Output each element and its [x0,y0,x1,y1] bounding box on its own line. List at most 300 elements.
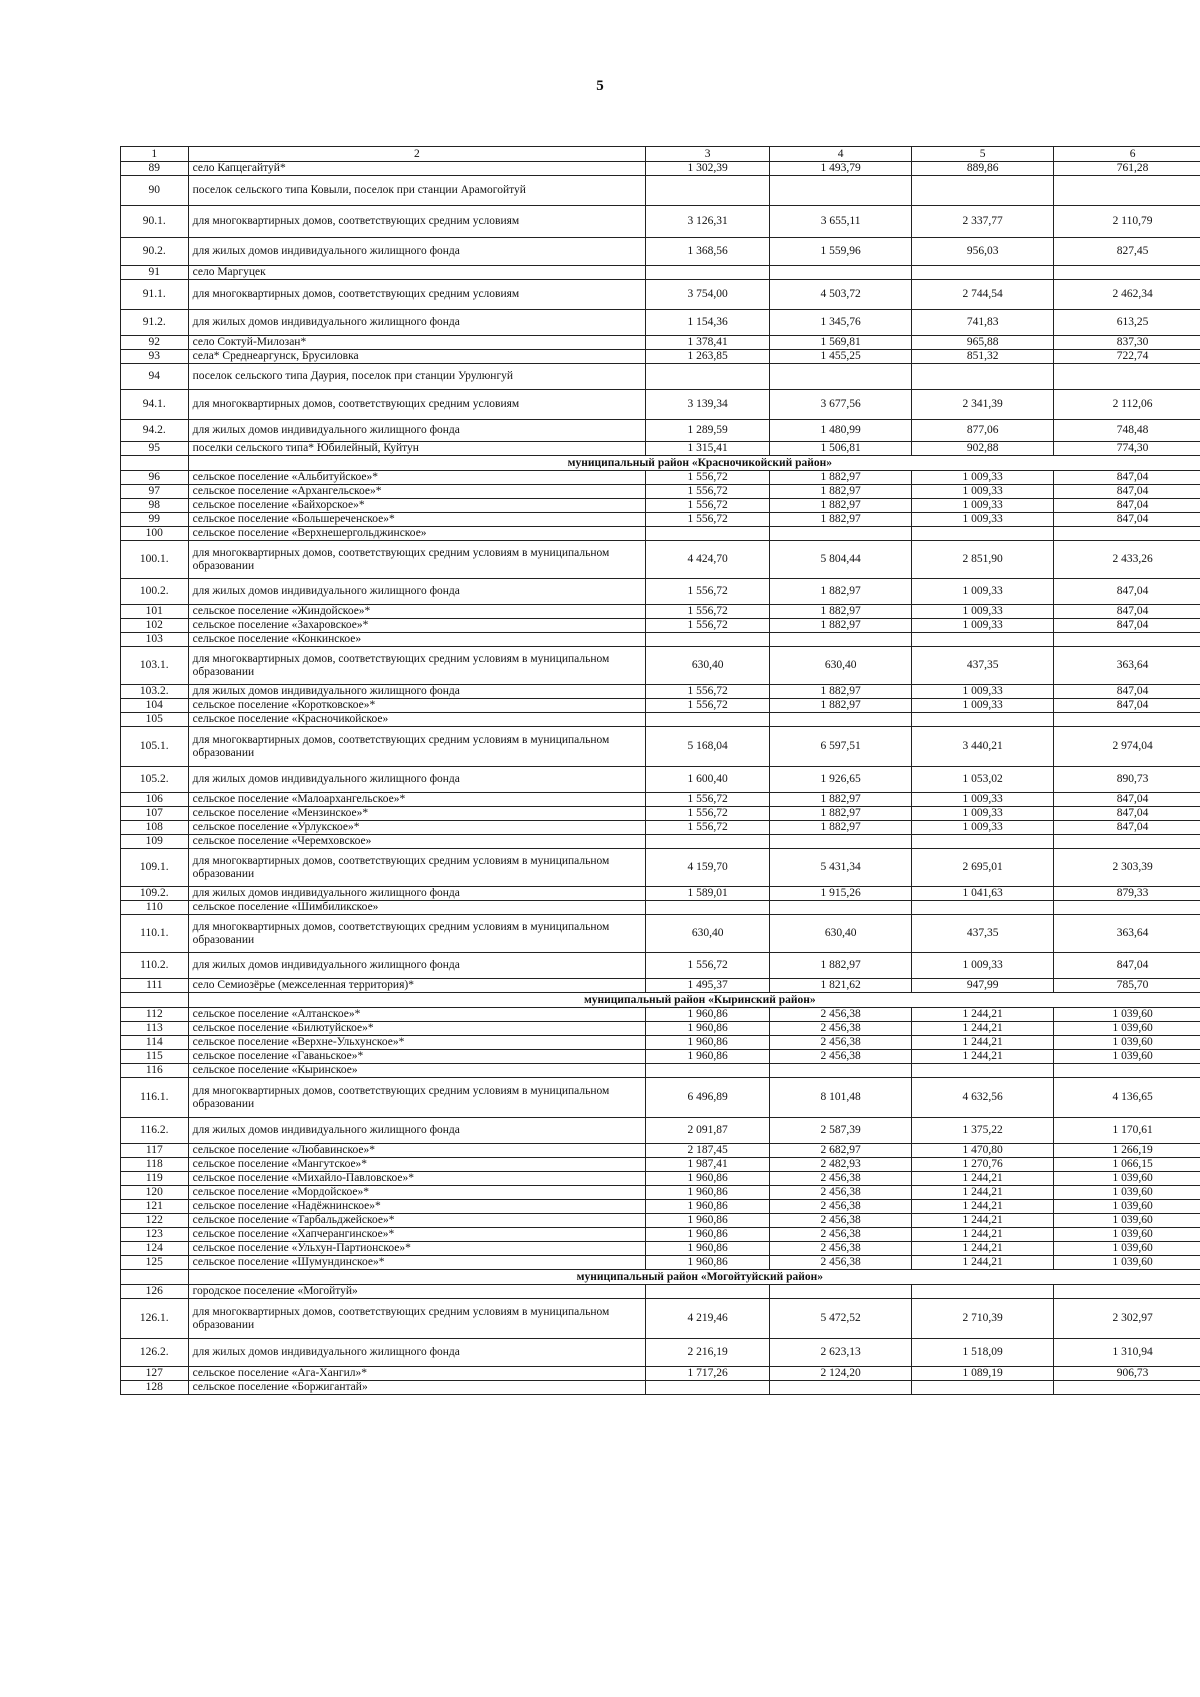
value-col-4: 2 456,38 [770,1186,912,1200]
value-col-5: 1 009,33 [912,499,1054,513]
value-col-4: 1 821,62 [770,979,912,993]
value-col-4 [770,1381,912,1395]
table-row [121,915,1200,953]
value-col-5: 437,35 [912,647,1054,685]
table-row [121,364,1200,390]
row-number: 122 [121,1214,189,1228]
row-number: 120 [121,1186,189,1200]
value-col-5 [912,835,1054,849]
table-row [121,266,1200,280]
value-col-4: 1 345,76 [770,310,912,336]
value-col-3 [646,1064,770,1078]
value-col-6: 1 066,15 [1054,1158,1200,1172]
table-row [121,1214,1200,1228]
value-col-4: 2 456,38 [770,1242,912,1256]
value-col-3: 2 091,87 [646,1118,770,1144]
value-col-4: 2 456,38 [770,1008,912,1022]
table-row [121,485,1200,499]
table-row [121,605,1200,619]
value-col-5: 1 244,21 [912,1172,1054,1186]
value-col-6: 1 039,60 [1054,1186,1200,1200]
value-col-3: 1 960,86 [646,1228,770,1242]
value-col-6: 1 039,60 [1054,1172,1200,1186]
row-name: сельское поселение «Урлукское»* [188,821,646,835]
value-col-4 [770,901,912,915]
value-col-4: 2 456,38 [770,1050,912,1064]
row-name: для жилых домов индивидуального жилищного фонда [188,685,646,699]
row-name: для жилых домов индивидуального жилищного фонда [188,238,646,266]
row-name: село Соктуй-Милозан* [188,336,646,350]
value-col-3: 1 368,56 [646,238,770,266]
value-col-5: 2 695,01 [912,849,1054,887]
row-name: поселки сельского типа* Юбилейный, Куйтун [188,442,646,456]
row-number: 91.2. [121,310,189,336]
row-number: 90 [121,176,189,206]
value-col-5: 437,35 [912,915,1054,953]
table-row [121,979,1200,993]
row-number: 114 [121,1036,189,1050]
table-row [121,1008,1200,1022]
tariff-table [120,146,1200,1395]
value-col-5 [912,176,1054,206]
row-name: для многоквартирных домов, соответствующих средним условиям в муниципальном образовании [188,541,646,579]
row-name: для многоквартирных домов, соответствующих средним условиям в муниципальном образовании [188,1078,646,1118]
value-col-4: 1 882,97 [770,699,912,713]
value-col-4 [770,364,912,390]
row-number: 109.1. [121,849,189,887]
row-number: 119 [121,1172,189,1186]
row-name: для многоквартирных домов, соответствующих средним условиям в муниципальном образовании [188,1299,646,1339]
value-col-5: 956,03 [912,238,1054,266]
value-col-6: 1 310,94 [1054,1339,1200,1367]
value-col-3: 1 556,72 [646,807,770,821]
row-name: сельское поселение «Ульхун-Партионское»* [188,1242,646,1256]
table-row [121,713,1200,727]
value-col-5: 741,83 [912,310,1054,336]
header-col-6: 6 [1054,147,1200,162]
value-col-6: 722,74 [1054,350,1200,364]
value-col-4 [770,176,912,206]
value-col-5 [912,1285,1054,1299]
value-col-6: 1 039,60 [1054,1228,1200,1242]
row-name: сельское поселение «Билютуйское»* [188,1022,646,1036]
value-col-3 [646,266,770,280]
table-row [121,1228,1200,1242]
value-col-4: 2 456,38 [770,1228,912,1242]
value-col-6: 2 112,06 [1054,390,1200,420]
row-number: 118 [121,1158,189,1172]
value-col-5: 1 518,09 [912,1339,1054,1367]
value-col-3 [646,1381,770,1395]
table-row [121,699,1200,713]
value-col-6 [1054,527,1200,541]
row-name: поселок сельского типа Даурия, поселок при станции Урулюнгуй [188,364,646,390]
value-col-4: 2 456,38 [770,1172,912,1186]
table-row [121,527,1200,541]
value-col-5: 1 009,33 [912,821,1054,835]
section-title: муниципальный район «Красночикойский район» [188,456,1200,471]
section-title: муниципальный район «Кыринский район» [188,993,1200,1008]
row-number: 117 [121,1144,189,1158]
table-body [121,162,1200,1395]
value-col-5: 947,99 [912,979,1054,993]
value-col-4 [770,1064,912,1078]
table-row [121,1367,1200,1381]
table-row [121,1339,1200,1367]
row-name: сельское поселение «Гаваньское»* [188,1050,646,1064]
value-col-3: 1 495,37 [646,979,770,993]
value-col-5 [912,527,1054,541]
value-col-6: 1 039,60 [1054,1214,1200,1228]
row-number: 109 [121,835,189,849]
table-row [121,1144,1200,1158]
row-number: 115 [121,1050,189,1064]
value-col-4: 1 882,97 [770,793,912,807]
row-number: 100.2. [121,579,189,605]
value-col-4 [770,266,912,280]
row-name: сельское поселение «Байхорское»* [188,499,646,513]
value-col-6: 748,48 [1054,420,1200,442]
value-col-3: 1 556,72 [646,793,770,807]
row-number: 99 [121,513,189,527]
table-row [121,619,1200,633]
value-col-3: 4 219,46 [646,1299,770,1339]
value-col-5 [912,1064,1054,1078]
row-number: 90.2. [121,238,189,266]
value-col-6: 363,64 [1054,647,1200,685]
row-number: 101 [121,605,189,619]
value-col-4: 3 655,11 [770,206,912,238]
row-name: сельское поселение «Малоархангельское»* [188,793,646,807]
value-col-4: 630,40 [770,647,912,685]
value-col-3: 2 216,19 [646,1339,770,1367]
row-number: 116 [121,1064,189,1078]
value-col-4: 1 915,26 [770,887,912,901]
row-name: сельское поселение «Ага-Хангил»* [188,1367,646,1381]
row-number: 128 [121,1381,189,1395]
row-name: для многоквартирных домов, соответствующих средним условиям [188,390,646,420]
value-col-6: 827,45 [1054,238,1200,266]
table-row [121,887,1200,901]
table-row [121,1036,1200,1050]
value-col-5 [912,713,1054,727]
row-name: сельское поселение «Мензинское»* [188,807,646,821]
value-col-3: 630,40 [646,915,770,953]
value-col-6: 613,25 [1054,310,1200,336]
value-col-3 [646,901,770,915]
value-col-3: 2 187,45 [646,1144,770,1158]
value-col-3: 3 754,00 [646,280,770,310]
table-row [121,1064,1200,1078]
row-number: 100.1. [121,541,189,579]
row-number: 123 [121,1228,189,1242]
value-col-6: 847,04 [1054,605,1200,619]
value-col-6 [1054,633,1200,647]
row-number: 108 [121,821,189,835]
table-row [121,1299,1200,1339]
value-col-4: 2 456,38 [770,1256,912,1270]
row-number: 104 [121,699,189,713]
row-name: сельское поселение «Альбитуйское»* [188,471,646,485]
row-name: для многоквартирных домов, соответствующих средним условиям [188,280,646,310]
value-col-3 [646,176,770,206]
row-number: 98 [121,499,189,513]
table-row [121,835,1200,849]
value-col-6: 837,30 [1054,336,1200,350]
row-name: сельское поселение «Хапчерангинское»* [188,1228,646,1242]
value-col-3: 1 960,86 [646,1022,770,1036]
value-col-4: 8 101,48 [770,1078,912,1118]
value-col-4 [770,713,912,727]
value-col-6: 2 462,34 [1054,280,1200,310]
value-col-5 [912,633,1054,647]
row-number: 109.2. [121,887,189,901]
value-col-5 [912,364,1054,390]
table-row [121,280,1200,310]
value-col-4: 1 882,97 [770,821,912,835]
row-number: 96 [121,471,189,485]
value-col-4: 2 124,20 [770,1367,912,1381]
row-number: 105.1. [121,727,189,767]
value-col-5: 1 244,21 [912,1256,1054,1270]
row-number: 126.2. [121,1339,189,1367]
value-col-3: 1 600,40 [646,767,770,793]
value-col-3: 1 960,86 [646,1036,770,1050]
value-col-6 [1054,713,1200,727]
value-col-6 [1054,176,1200,206]
row-number: 112 [121,1008,189,1022]
row-number: 127 [121,1367,189,1381]
table-row [121,727,1200,767]
value-col-3: 1 556,72 [646,699,770,713]
row-name: для жилых домов индивидуального жилищного фонда [188,310,646,336]
value-col-4: 1 882,97 [770,499,912,513]
value-col-6: 906,73 [1054,1367,1200,1381]
row-name: сельское поселение «Шумундинское»* [188,1256,646,1270]
header-col-5: 5 [912,147,1054,162]
value-col-3 [646,527,770,541]
value-col-3: 1 960,86 [646,1008,770,1022]
value-col-4: 1 882,97 [770,485,912,499]
value-col-3: 1 960,86 [646,1242,770,1256]
table-row [121,953,1200,979]
row-name: сельское поселение «Большереченское»* [188,513,646,527]
value-col-5: 1 244,21 [912,1228,1054,1242]
value-col-3: 1 556,72 [646,579,770,605]
value-col-4: 2 456,38 [770,1036,912,1050]
section-title: муниципальный район «Могойтуйский район» [188,1270,1200,1285]
table-row [121,685,1200,699]
table-row [121,1186,1200,1200]
value-col-6: 4 136,65 [1054,1078,1200,1118]
table-row [121,793,1200,807]
row-name: для жилых домов индивидуального жилищного фонда [188,767,646,793]
value-col-6: 2 974,04 [1054,727,1200,767]
value-col-6: 847,04 [1054,953,1200,979]
value-col-4: 1 506,81 [770,442,912,456]
row-number: 102 [121,619,189,633]
value-col-5: 2 341,39 [912,390,1054,420]
value-col-5: 1 009,33 [912,807,1054,821]
value-col-5: 1 009,33 [912,579,1054,605]
row-name: сельское поселение «Коротковское»* [188,699,646,713]
row-number: 89 [121,162,189,176]
value-col-5 [912,266,1054,280]
section-number-cell [121,456,189,471]
value-col-4: 5 804,44 [770,541,912,579]
value-col-4: 2 682,97 [770,1144,912,1158]
value-col-5 [912,901,1054,915]
value-col-5: 2 337,77 [912,206,1054,238]
value-col-6: 1 266,19 [1054,1144,1200,1158]
value-col-6: 1 039,60 [1054,1008,1200,1022]
value-col-4: 3 677,56 [770,390,912,420]
value-col-3: 1 556,72 [646,499,770,513]
value-col-5: 1 041,63 [912,887,1054,901]
value-col-6 [1054,1064,1200,1078]
row-name: сельское поселение «Мангутское»* [188,1158,646,1172]
value-col-5: 1 375,22 [912,1118,1054,1144]
table-row [121,420,1200,442]
value-col-5: 1 009,33 [912,619,1054,633]
value-col-3: 1 960,86 [646,1214,770,1228]
row-number: 103.2. [121,685,189,699]
table-row [121,310,1200,336]
row-name: сельское поселение «Боржигантай» [188,1381,646,1395]
header-col-1: 1 [121,147,189,162]
value-col-6 [1054,1285,1200,1299]
table-row [121,162,1200,176]
table-row [121,807,1200,821]
value-col-5: 1 009,33 [912,605,1054,619]
value-col-3 [646,364,770,390]
table-row [121,849,1200,887]
value-col-3: 1 556,72 [646,619,770,633]
value-col-3: 1 289,59 [646,420,770,442]
row-number: 97 [121,485,189,499]
table-row [121,350,1200,364]
row-name: село Капцегайтуй* [188,162,646,176]
value-col-5: 2 744,54 [912,280,1054,310]
row-name: сельское поселение «Жиндойское»* [188,605,646,619]
value-col-3 [646,835,770,849]
value-col-3 [646,713,770,727]
table-row [121,390,1200,420]
value-col-5: 1 009,33 [912,513,1054,527]
row-number: 126.1. [121,1299,189,1339]
value-col-5: 2 851,90 [912,541,1054,579]
row-number: 90.1. [121,206,189,238]
value-col-6: 1 039,60 [1054,1036,1200,1050]
value-col-5: 1 009,33 [912,471,1054,485]
value-col-4: 1 882,97 [770,513,912,527]
value-col-5: 877,06 [912,420,1054,442]
value-col-6: 847,04 [1054,619,1200,633]
row-name: село Маргуцек [188,266,646,280]
value-col-6: 774,30 [1054,442,1200,456]
value-col-5: 4 632,56 [912,1078,1054,1118]
table-row [121,1172,1200,1186]
value-col-5 [912,1381,1054,1395]
table-row [121,767,1200,793]
value-col-4: 1 882,97 [770,807,912,821]
row-number: 92 [121,336,189,350]
row-number: 110 [121,901,189,915]
table-row [121,176,1200,206]
value-col-6: 847,04 [1054,685,1200,699]
table-row [121,1285,1200,1299]
value-col-3: 1 302,39 [646,162,770,176]
value-col-6: 785,70 [1054,979,1200,993]
value-col-4: 1 882,97 [770,605,912,619]
table-row [121,336,1200,350]
row-number: 106 [121,793,189,807]
value-col-4: 1 882,97 [770,619,912,633]
value-col-3: 630,40 [646,647,770,685]
row-name: сельское поселение «Алтанское»* [188,1008,646,1022]
row-name: сельское поселение «Мордойское»* [188,1186,646,1200]
table-row [121,1118,1200,1144]
section-row [121,456,1200,471]
row-name: для жилых домов индивидуального жилищного фонда [188,887,646,901]
value-col-6: 761,28 [1054,162,1200,176]
value-col-4 [770,1285,912,1299]
value-col-4: 2 456,38 [770,1022,912,1036]
row-name: сельское поселение «Верхне-Ульхунское»* [188,1036,646,1050]
row-number: 125 [121,1256,189,1270]
value-col-4: 1 882,97 [770,685,912,699]
value-col-5: 902,88 [912,442,1054,456]
table-row [121,1381,1200,1395]
value-col-3: 1 556,72 [646,605,770,619]
table-row [121,1256,1200,1270]
value-col-5: 889,86 [912,162,1054,176]
table-row [121,1242,1200,1256]
value-col-4: 6 597,51 [770,727,912,767]
table-row [121,206,1200,238]
value-col-5: 1 244,21 [912,1036,1054,1050]
value-col-5: 1 244,21 [912,1008,1054,1022]
table-row [121,541,1200,579]
row-name: сельское поселение «Конкинское» [188,633,646,647]
row-number: 94.1. [121,390,189,420]
value-col-6 [1054,901,1200,915]
header-row [121,147,1200,162]
value-col-4: 1 455,25 [770,350,912,364]
value-col-4: 2 456,38 [770,1214,912,1228]
value-col-3: 6 496,89 [646,1078,770,1118]
value-col-3 [646,1285,770,1299]
value-col-3: 1 315,41 [646,442,770,456]
row-number: 111 [121,979,189,993]
value-col-6: 847,04 [1054,471,1200,485]
value-col-4: 1 493,79 [770,162,912,176]
row-number: 116.2. [121,1118,189,1144]
value-col-3: 1 987,41 [646,1158,770,1172]
row-number: 103.1. [121,647,189,685]
value-col-6: 1 039,60 [1054,1050,1200,1064]
row-name: сельское поселение «Черемховское» [188,835,646,849]
value-col-5: 1 244,21 [912,1022,1054,1036]
page-number: 5 [596,78,604,94]
row-number: 124 [121,1242,189,1256]
value-col-6: 847,04 [1054,807,1200,821]
table-row [121,1050,1200,1064]
row-number: 100 [121,527,189,541]
section-row [121,993,1200,1008]
value-col-6 [1054,835,1200,849]
section-number-cell [121,993,189,1008]
